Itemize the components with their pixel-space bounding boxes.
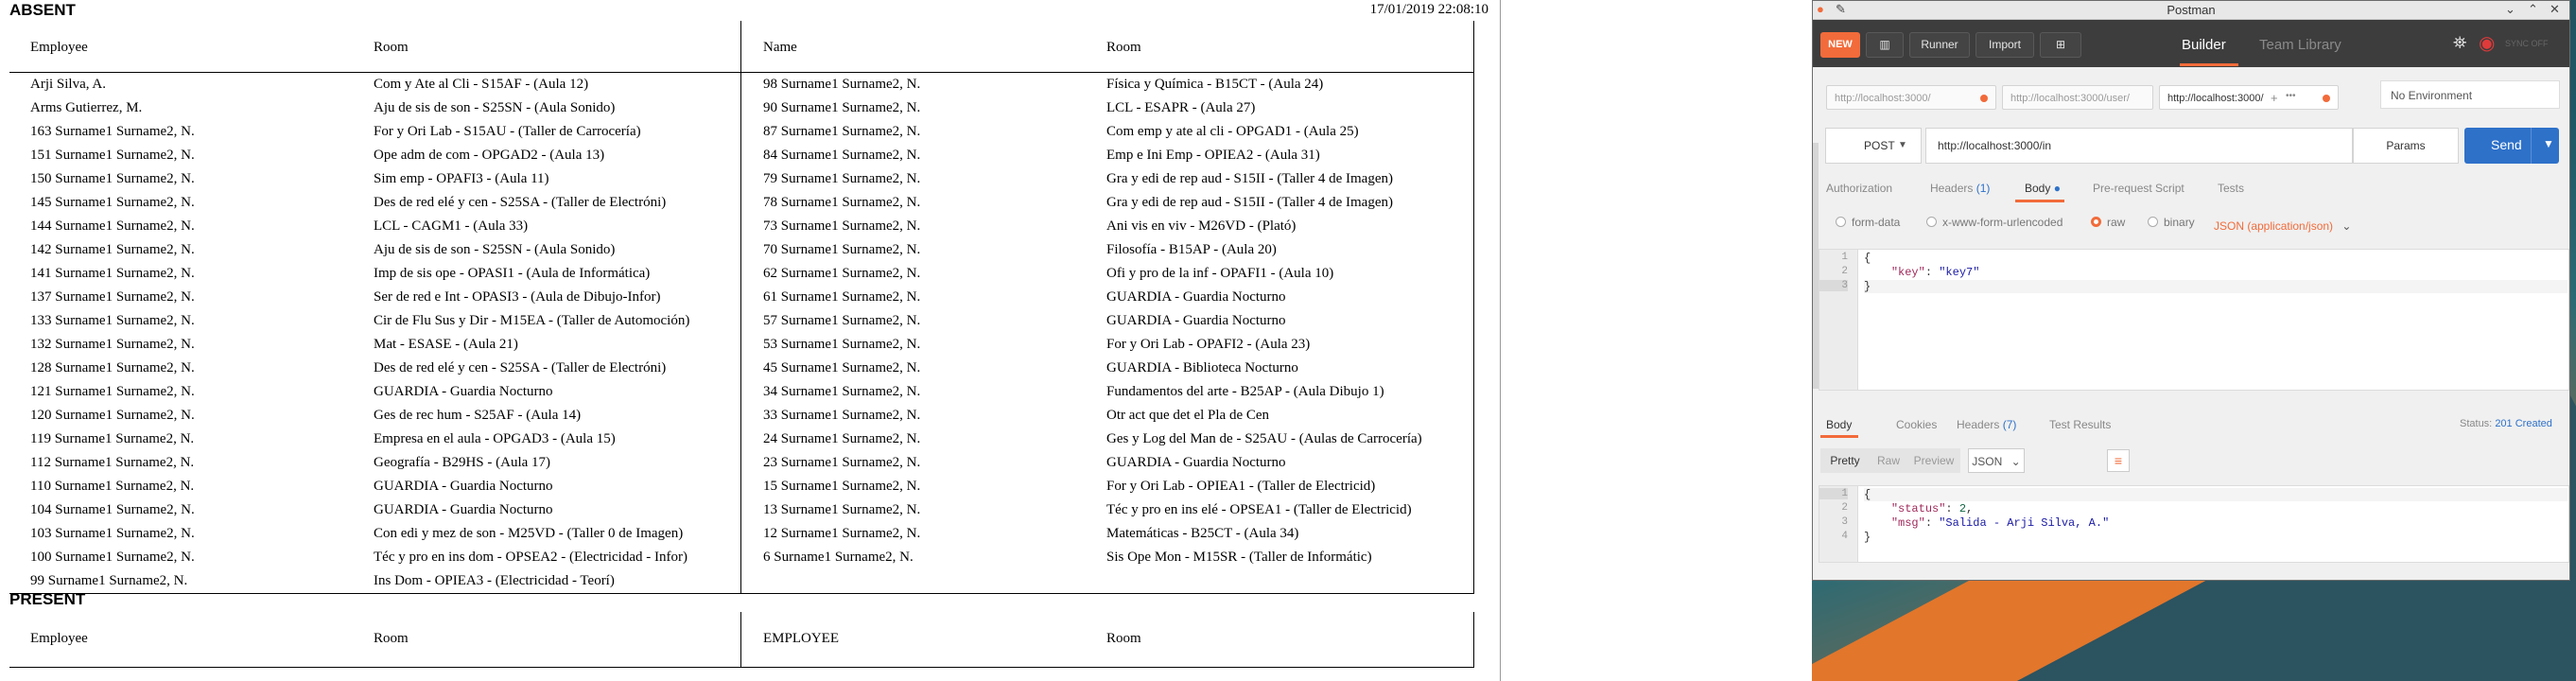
cell-name: 6 Surname1 Surname2, N. <box>763 550 914 565</box>
cell-employee: 137 Surname1 Surname2, N. <box>30 289 195 305</box>
cell-room-2: Ges y Log del Man de - S25AU - (Aulas de Carrocería) <box>1106 431 1422 446</box>
request-tab-label: http://localhost:3000/ <box>2167 93 2264 104</box>
line-number: 1 <box>1819 488 1848 499</box>
new-window-icon: ⊞ <box>2055 38 2066 51</box>
cell-room: Empresa en el aula - OPGAD3 - (Aula 15) <box>374 431 616 446</box>
code-line: "msg": "Salida - Arji Silva, A." <box>1890 516 2110 530</box>
cell-room: Ins Dom - OPIEA3 - (Electricidad - Teorí) <box>374 573 615 588</box>
status-label: Status: <box>2460 418 2493 429</box>
table-row <box>9 215 1473 238</box>
tab-body-label: Body <box>2025 182 2051 195</box>
cell-name: 87 Surname1 Surname2, N. <box>763 124 921 139</box>
absent-table <box>9 21 1474 594</box>
table-row <box>9 569 1473 593</box>
cell-name: 62 Surname1 Surname2, N. <box>763 266 921 281</box>
response-tab-headers[interactable] <box>1957 418 2016 431</box>
line-number: 3 <box>1819 280 1848 291</box>
code-line: "status": 2, <box>1890 502 1974 515</box>
send-options-chevron-icon[interactable]: ▼ <box>2543 137 2554 150</box>
new-window-button[interactable] <box>2040 32 2081 58</box>
response-headers-count: (7) <box>2002 418 2017 431</box>
cell-room-2: GUARDIA - Guardia Nocturno <box>1106 289 1286 305</box>
environment-label: No Environment <box>2391 89 2473 102</box>
table-row <box>9 333 1473 357</box>
minimize-icon[interactable]: ⌄ <box>2505 2 2515 16</box>
request-tab[interactable] <box>1826 85 1996 110</box>
cell-room: Com y Ate al Cli - S15AF - (Aula 12) <box>374 77 589 92</box>
brace: } <box>1864 280 1871 293</box>
radio-form-data[interactable] <box>1836 216 1900 229</box>
response-format-select[interactable] <box>1968 448 2025 473</box>
cell-employee: Arms Gutierrez, M. <box>30 100 143 115</box>
cell-employee: 119 Surname1 Surname2, N. <box>30 431 195 446</box>
cell-employee: 99 Surname1 Surname2, N. <box>30 573 188 588</box>
cell-room: Aju de sis de son - S25SN - (Aula Sonido) <box>374 242 616 257</box>
cell-name: 90 Surname1 Surname2, N. <box>763 100 921 115</box>
builder-tab[interactable]: Builder <box>2182 37 2226 53</box>
cell-room: Con edi y mez de son - M25VD - (Taller 0 de Imagen) <box>374 526 684 541</box>
editor-gutter <box>1819 250 1858 390</box>
cell-name: 84 Surname1 Surname2, N. <box>763 148 921 163</box>
cell-room-2: Física y Química - B15CT - (Aula 24) <box>1106 77 1324 92</box>
absent-table-header <box>9 21 1473 73</box>
main-toolbar <box>1813 20 2569 67</box>
header-room-2: Room <box>1106 40 1141 55</box>
window-titlebar[interactable] <box>1813 1 2569 20</box>
cell-name: 79 Surname1 Surname2, N. <box>763 171 921 186</box>
radio-label: form-data <box>1852 216 1901 229</box>
table-row <box>9 73 1473 96</box>
cell-room-2: Ani vis en viv - M26VD - (Plató) <box>1106 218 1297 234</box>
code-line <box>1864 252 1871 265</box>
line-number: 1 <box>1841 252 1848 263</box>
chevron-down-icon: ▼ <box>1898 140 1907 150</box>
cell-room-2: For y Ori Lab - OPIEA1 - (Taller de Electricid) <box>1106 479 1376 494</box>
line-number: 4 <box>1841 531 1848 542</box>
cell-name: 57 Surname1 Surname2, N. <box>763 313 921 328</box>
cell-name: 24 Surname1 Surname2, N. <box>763 431 921 446</box>
cell-room: LCL - CAGM1 - (Aula 33) <box>374 218 529 234</box>
absent-section-title: ABSENT <box>9 1 76 19</box>
sidebar-toggle-button[interactable] <box>1866 32 1904 58</box>
cell-employee: 128 Surname1 Surname2, N. <box>30 360 195 375</box>
table-row <box>9 144 1473 167</box>
environment-select[interactable] <box>2380 80 2560 109</box>
json-value: "key7" <box>1939 266 1980 279</box>
maximize-icon[interactable]: ⌃ <box>2528 2 2538 16</box>
radio-label: raw <box>2107 216 2126 229</box>
radio-binary[interactable] <box>2148 216 2195 229</box>
report-timestamp: 17/01/2019 22:08:10 <box>1369 2 1488 17</box>
radio-raw[interactable] <box>2091 216 2125 229</box>
json-key: "key" <box>1890 266 1925 279</box>
sidebar-layout-icon: ▥ <box>1879 38 1890 51</box>
cell-room: Geografía - B29HS - (Aula 17) <box>374 455 551 470</box>
brace: } <box>1864 531 1871 544</box>
table-row <box>9 191 1473 215</box>
table-row <box>9 120 1473 144</box>
cell-name: 98 Surname1 Surname2, N. <box>763 77 921 92</box>
cell-employee: 121 Surname1 Surname2, N. <box>30 384 195 399</box>
cell-name: 53 Surname1 Surname2, N. <box>763 337 921 352</box>
line-number: 2 <box>1841 266 1848 277</box>
cell-employee: 104 Surname1 Surname2, N. <box>30 502 195 517</box>
table-row <box>9 498 1473 522</box>
table-row <box>9 546 1473 569</box>
table-row <box>9 404 1473 428</box>
brace: { <box>1864 252 1871 265</box>
table-row <box>9 286 1473 309</box>
response-body-viewer[interactable] <box>1819 485 2569 563</box>
format-pretty-button[interactable]: Pretty <box>1820 448 1870 473</box>
header-employee: Employee <box>30 40 88 55</box>
cell-room: Mat - ESASE - (Aula 21) <box>374 337 518 352</box>
content-type-label: JSON (application/json) <box>2214 219 2334 233</box>
team-library-tab[interactable]: Team Library <box>2259 37 2341 53</box>
cell-employee: 133 Surname1 Surname2, N. <box>30 313 195 328</box>
cell-employee: 141 Surname1 Surname2, N. <box>30 266 195 281</box>
request-tabs-bar <box>1813 68 2569 134</box>
status-value: 201 Created <box>2495 418 2552 429</box>
cell-employee: 145 Surname1 Surname2, N. <box>30 195 195 210</box>
cell-employee: 103 Surname1 Surname2, N. <box>30 526 195 541</box>
header-name: Name <box>763 40 797 55</box>
cell-room: Imp de sis ope - OPASI1 - (Aula de Informática) <box>374 266 651 281</box>
cell-room-2: Com emp y ate al cli - OPGAD1 - (Aula 25) <box>1106 124 1359 139</box>
cell-employee: 110 Surname1 Surname2, N. <box>30 479 195 494</box>
table-row <box>9 451 1473 475</box>
builder-tab-underline <box>2180 63 2238 66</box>
sync-label: SYNC OFF <box>2505 39 2549 48</box>
window-title: Postman <box>2167 3 2216 17</box>
tab-headers[interactable] <box>1930 182 1990 195</box>
response-tab-test-results[interactable]: Test Results <box>2049 418 2112 431</box>
cell-room: GUARDIA - Guardia Nocturno <box>374 479 553 494</box>
cell-room-2: Fundamentos del arte - B25AP - (Aula Dibujo 1) <box>1106 384 1384 399</box>
chevron-down-icon: ⌄ <box>2010 455 2021 468</box>
response-headers-label: Headers <box>1957 418 2000 431</box>
header-room: Room <box>374 631 409 646</box>
new-button[interactable]: NEW <box>1820 32 1860 58</box>
cell-room: For y Ori Lab - S15AU - (Taller de Carrocería) <box>374 124 641 139</box>
body-modified-dot-icon: ● <box>2053 182 2061 195</box>
cell-room: Ope adm de com - OPGAD2 - (Aula 13) <box>374 148 605 163</box>
request-body-editor[interactable] <box>1819 249 2569 391</box>
cell-employee: 120 Surname1 Surname2, N. <box>30 408 195 423</box>
table-row <box>9 309 1473 333</box>
header-employee: Employee <box>30 631 88 646</box>
postman-logo-icon: ● <box>1817 2 1824 16</box>
cell-name: 34 Surname1 Surname2, N. <box>763 384 921 399</box>
cell-employee: 151 Surname1 Surname2, N. <box>30 148 195 163</box>
brace: { <box>1864 488 1871 501</box>
unsaved-dot-icon <box>1980 95 1988 102</box>
code-line <box>1864 531 1871 544</box>
radio-urlencoded[interactable] <box>1926 216 2063 229</box>
table-row <box>9 167 1473 191</box>
cell-room: GUARDIA - Guardia Nocturno <box>374 502 553 517</box>
runner-button[interactable]: Runner <box>1909 32 1970 58</box>
content-type-select[interactable] <box>2214 219 2351 233</box>
code-line-current <box>1864 488 2567 501</box>
cell-room: Ges de rec hum - S25AF - (Aula 14) <box>374 408 582 423</box>
editor-gutter <box>1819 486 1858 562</box>
tab-tests[interactable]: Tests <box>2218 182 2245 195</box>
cell-room-2: Otr act que det el Pla de Cen <box>1106 408 1270 423</box>
request-tab[interactable] <box>2002 85 2153 110</box>
cell-name: 23 Surname1 Surname2, N. <box>763 455 921 470</box>
table-row <box>9 262 1473 286</box>
cell-room-2: Sis Ope Mon - M15SR - (Taller de Informátic) <box>1106 550 1372 565</box>
method-select[interactable] <box>1825 128 1922 164</box>
tab-prerequest-script[interactable]: Pre-request Script <box>2093 182 2184 195</box>
cell-name: 33 Surname1 Surname2, N. <box>763 408 921 423</box>
json-value: 2 <box>1958 502 1967 515</box>
table-row <box>9 380 1473 404</box>
close-icon[interactable]: ✕ <box>2550 2 2560 16</box>
radio-circle-selected <box>2091 217 2101 227</box>
cell-room: Ser de red e Int - OPASI3 - (Aula de Dibujo-Infor) <box>374 289 661 305</box>
cell-employee: Arji Silva, A. <box>30 77 107 92</box>
send-button[interactable] <box>2464 128 2559 164</box>
cell-room: Cir de Flu Sus y Dir - M15EA - (Taller de Automoción) <box>374 313 690 328</box>
sync-status-icon[interactable]: ◉ <box>2479 33 2496 54</box>
cell-room: Téc y pro en ins dom - OPSEA2 - (Electricidad - Infor) <box>374 550 688 565</box>
header-room-2: Room <box>1106 631 1141 646</box>
code-line-current <box>1864 280 2567 293</box>
line-number: 3 <box>1841 516 1848 528</box>
json-key: "msg" <box>1890 516 1925 530</box>
cell-room: Des de red elé y cen - S25SA - (Taller de Electróni) <box>374 360 667 375</box>
url-text: http://localhost:3000/in <box>1938 139 2052 152</box>
chevron-down-icon: ⌄ <box>2341 219 2352 233</box>
cell-room-2: Gra y edi de rep aud - S15II - (Taller 4 de Imagen) <box>1106 171 1393 186</box>
cell-name: 61 Surname1 Surname2, N. <box>763 289 921 305</box>
code-line <box>1864 266 1979 279</box>
cell-name: 13 Surname1 Surname2, N. <box>763 502 921 517</box>
cell-room-2: Gra y edi de rep aud - S15II - (Taller 4 de Imagen) <box>1106 195 1393 210</box>
table-row <box>9 96 1473 120</box>
cell-employee: 100 Surname1 Surname2, N. <box>30 550 195 565</box>
cell-employee: 112 Surname1 Surname2, N. <box>30 455 195 470</box>
cell-room: Aju de sis de son - S25SN - (Aula Sonido) <box>374 100 616 115</box>
cell-room-2: Matemáticas - B25CT - (Aula 34) <box>1106 526 1299 541</box>
cell-room: Sim emp - OPAFI3 - (Aula 11) <box>374 171 549 186</box>
response-status <box>2460 418 2552 429</box>
format-preview-button[interactable]: Preview <box>1907 448 1960 473</box>
cell-employee: 132 Surname1 Surname2, N. <box>30 337 195 352</box>
pin-icon[interactable]: ✎ <box>1836 2 1846 16</box>
cell-name: 45 Surname1 Surname2, N. <box>763 360 921 375</box>
cell-name: 12 Surname1 Surname2, N. <box>763 526 921 541</box>
headers-count-badge: (1) <box>1976 182 1991 195</box>
header-employee-upper: EMPLOYEE <box>763 631 839 646</box>
response-tab-cookies[interactable]: Cookies <box>1896 418 1938 431</box>
request-tab-label: http://localhost:3000/user/ <box>2010 93 2130 104</box>
present-section-title: PRESENT <box>9 590 86 608</box>
response-tab-body[interactable]: Body <box>1826 418 1853 431</box>
response-body-underline <box>1820 435 1858 438</box>
cell-room-2: For y Ori Lab - OPAFI2 - (Aula 23) <box>1106 337 1311 352</box>
interceptor-icon[interactable]: ⛯ <box>2453 33 2467 52</box>
table-row <box>9 475 1473 498</box>
format-raw-button[interactable]: Raw <box>1870 448 1907 473</box>
params-button[interactable]: Params <box>2353 128 2459 164</box>
send-label: Send <box>2491 137 2522 152</box>
left-scrollbar[interactable] <box>1813 143 1819 389</box>
cell-room-2: Ofi y pro de la inf - OPAFI1 - (Aula 10) <box>1106 266 1334 281</box>
cell-employee: 142 Surname1 Surname2, N. <box>30 242 195 257</box>
radio-label: x-www-form-urlencoded <box>1942 216 2063 229</box>
cell-room-2: Téc y pro en ins elé - OPSEA1 - (Taller de Electricid) <box>1106 502 1412 517</box>
table-row <box>9 357 1473 380</box>
absent-rows <box>9 73 1473 593</box>
cell-room-2: GUARDIA - Guardia Nocturno <box>1106 455 1286 470</box>
present-table <box>9 612 1474 668</box>
cell-room-2: GUARDIA - Guardia Nocturno <box>1106 313 1286 328</box>
more-tabs-button[interactable]: ••• <box>2286 91 2296 101</box>
cell-room-2: GUARDIA - Biblioteca Nocturno <box>1106 360 1298 375</box>
wrap-lines-icon[interactable]: ≡ <box>2107 449 2130 472</box>
cell-employee: 163 Surname1 Surname2, N. <box>30 124 195 139</box>
tab-headers-label: Headers <box>1930 182 1974 195</box>
header-room: Room <box>374 40 409 55</box>
table-row <box>9 428 1473 451</box>
cell-name: 15 Surname1 Surname2, N. <box>763 479 921 494</box>
unsaved-dot-icon <box>2323 95 2330 102</box>
cell-employee: 144 Surname1 Surname2, N. <box>30 218 195 234</box>
cell-employee: 150 Surname1 Surname2, N. <box>30 171 195 186</box>
cell-name: 73 Surname1 Surname2, N. <box>763 218 921 234</box>
body-tab-underline <box>2015 200 2064 202</box>
present-table-header <box>9 612 1473 663</box>
line-number: 2 <box>1841 502 1848 514</box>
cell-room-2: LCL - ESAPR - (Aula 27) <box>1106 100 1256 115</box>
json-value: "Salida - Arji Silva, A." <box>1939 516 2110 530</box>
radio-circle <box>1926 217 1937 227</box>
radio-circle <box>1836 217 1846 227</box>
cell-room: Des de red elé y cen - S25SA - (Taller de Electróni) <box>374 195 667 210</box>
request-tab-label: http://localhost:3000/ <box>1835 93 1931 104</box>
send-split-divider <box>2531 128 2532 164</box>
request-tab-active[interactable] <box>2159 85 2339 110</box>
tab-body[interactable] <box>2025 182 2061 195</box>
table-row <box>9 238 1473 262</box>
cell-room: GUARDIA - Guardia Nocturno <box>374 384 553 399</box>
cell-room-2: Emp e Ini Emp - OPIEA2 - (Aula 31) <box>1106 148 1320 163</box>
cell-room-2: Filosofía - B15AP - (Aula 20) <box>1106 242 1277 257</box>
url-input[interactable] <box>1925 128 2353 164</box>
radio-circle <box>2148 217 2158 227</box>
postman-window <box>1812 0 2570 581</box>
colon: : <box>1924 266 1940 279</box>
import-button[interactable]: Import <box>1976 32 2034 58</box>
method-label: POST <box>1864 139 1895 152</box>
tab-authorization[interactable]: Authorization <box>1826 182 1893 195</box>
cell-name: 78 Surname1 Surname2, N. <box>763 195 921 210</box>
json-key: "status" <box>1890 502 1946 515</box>
radio-label: binary <box>2164 216 2195 229</box>
cell-name: 70 Surname1 Surname2, N. <box>763 242 921 257</box>
table-row <box>9 522 1473 546</box>
add-tab-button[interactable]: + <box>2271 91 2278 105</box>
response-format-label: JSON <box>1972 455 2003 468</box>
